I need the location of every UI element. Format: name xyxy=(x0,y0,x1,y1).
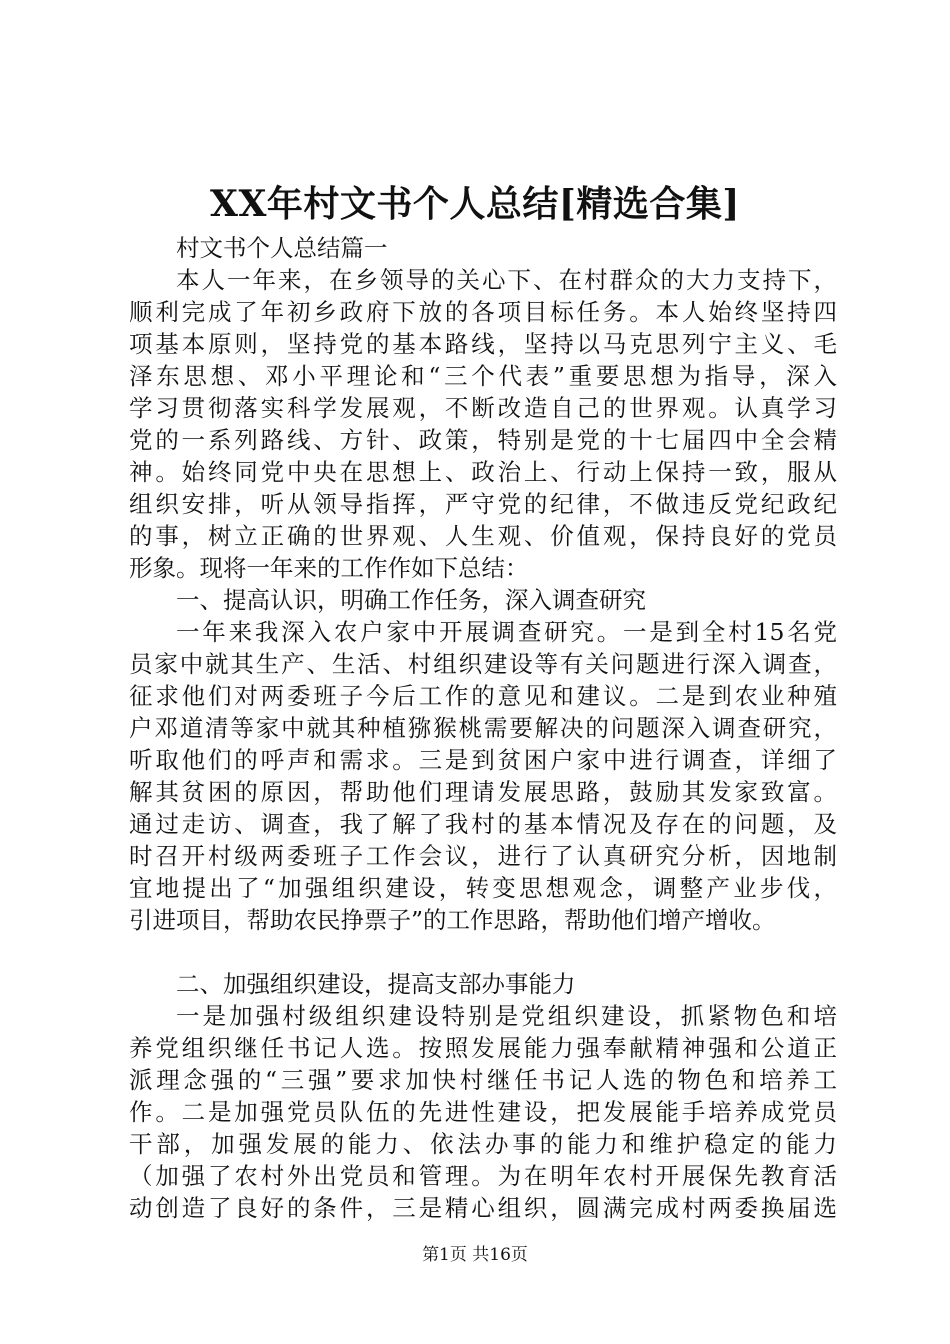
document-body xyxy=(129,232,837,1224)
text-line: 征求他们对两委班子今后工作的意见和建议。二是到农业种殖 xyxy=(129,682,837,710)
text-line: 村文书个人总结篇一 xyxy=(176,234,388,262)
text-line: 的事，树立正确的世界观、人生观、价值观，保持良好的党员 xyxy=(129,522,837,550)
page-footer: 第1页 共16页 xyxy=(422,1245,528,1265)
text-line: 时召开村级两委班子工作会议，进行了认真研究分析，因地制 xyxy=(129,842,837,870)
text-line: 组织安排，听从领导指挥，严守党的纪律，不做违反党纪政纪 xyxy=(129,490,837,518)
text-line: 形象。现将一年来的工作作如下总结： xyxy=(129,554,529,582)
blank-line xyxy=(129,936,837,968)
text-line: 本人一年来，在乡领导的关心下、在村群众的大力支持下， xyxy=(176,266,837,294)
text-line: 派理念强的“三强”要求加快村继任书记人选的物色和培养工 xyxy=(129,1066,837,1094)
text-line: 二、加强组织建设，提高支部办事能力 xyxy=(176,970,576,998)
text-line: 户邓道清等家中就其种植猕猴桃需要解决的问题深入调查研究， xyxy=(129,714,837,742)
text-line: 项基本原则，坚持党的基本路线，坚持以马克思列宁主义、毛 xyxy=(129,330,837,358)
document-title: XX年村文书个人总结[精选合集] xyxy=(210,183,740,225)
text-line: 党的一系列路线、方针、政策，特别是党的十七届四中全会精 xyxy=(129,426,837,454)
text-line: 一年来我深入农户家中开展调查研究。一是到全村15名党 xyxy=(176,618,837,646)
text-line: 动创造了良好的条件，三是精心组织，圆满完成村两委换届选 xyxy=(129,1194,837,1222)
text-line: 一是加强村级组织建设特别是党组织建设，抓紧物色和培 xyxy=(176,1002,837,1030)
text-line: 神。始终同党中央在思想上、政治上、行动上保持一致，服从 xyxy=(129,458,837,486)
text-line: 解其贫困的原因，帮助他们理请发展思路，鼓励其发家致富。 xyxy=(129,778,837,806)
text-line: 作。二是加强党员队伍的先进性建设，把发展能手培养成党员 xyxy=(129,1098,837,1126)
text-line: 宜地提出了“加强组织建设，转变思想观念，调整产业步伐， xyxy=(129,874,837,902)
text-line: 一、提高认识，明确工作任务，深入调查研究 xyxy=(176,586,646,614)
text-line: 干部，加强发展的能力、依法办事的能力和维护稳定的能力 xyxy=(129,1130,837,1158)
text-line: 通过走访、调查，我了解了我村的基本情况及存在的问题，及 xyxy=(129,810,837,838)
text-line: （加强了农村外出党员和管理。为在明年农村开展保先教育活 xyxy=(129,1162,837,1190)
text-line: 引进项目，帮助农民挣票子”的工作思路，帮助他们增产增收。 xyxy=(129,906,776,934)
text-line: 泽东思想、邓小平理论和“三个代表”重要思想为指导，深入 xyxy=(129,362,837,390)
text-line: 顺利完成了年初乡政府下放的各项目标任务。本人始终坚持四 xyxy=(129,298,837,326)
text-line: 员家中就其生产、生活、村组织建设等有关问题进行深入调查， xyxy=(129,650,837,678)
text-line: 养党组织继任书记人选。按照发展能力强奉献精神强和公道正 xyxy=(129,1034,837,1062)
text-line: 学习贯彻落实科学发展观，不断改造自己的世界观。认真学习 xyxy=(129,394,837,422)
text-line: 听取他们的呼声和需求。三是到贫困户家中进行调查，详细了 xyxy=(129,746,837,774)
